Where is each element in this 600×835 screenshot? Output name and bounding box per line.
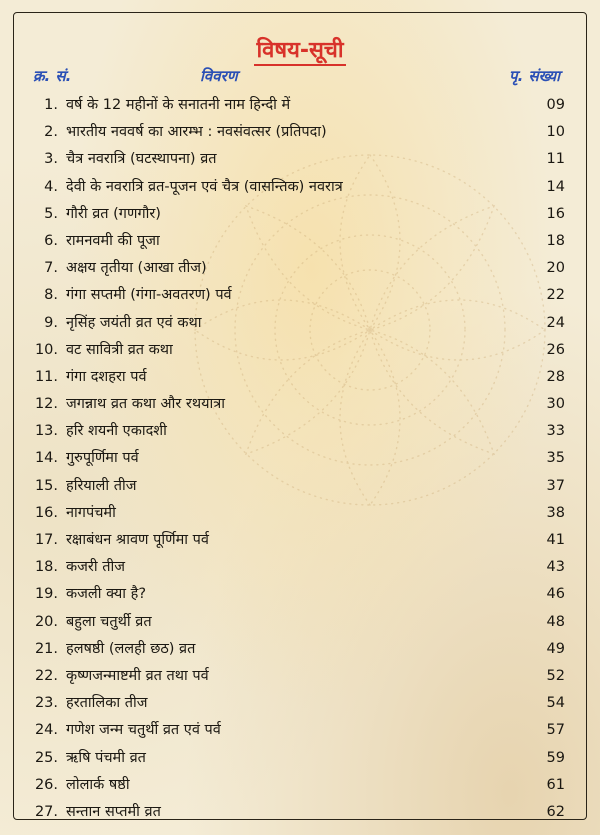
list-item[interactable] [0,636,600,663]
entry-title: चैत्र नवरात्रि (घटस्थापना) व्रत [66,151,217,168]
entry-page: 62 [546,803,565,820]
entry-title: नागपंचमी [66,504,116,521]
entry-number: 24. [34,722,58,739]
entry-number: 3. [44,151,58,168]
entry-title: जगन्नाथ व्रत कथा और रथयात्रा [66,396,226,413]
entry-title: नृसिंह जयंती व्रत एवं कथा [66,314,202,331]
list-item[interactable] [0,527,600,554]
entry-title: वट सावित्री व्रत कथा [66,341,173,358]
entry-number: 12. [34,396,58,413]
entry-page: 38 [546,504,565,521]
list-item[interactable] [0,174,600,201]
list-item[interactable] [0,690,600,717]
entry-page: 30 [546,396,565,413]
entry-number: 27. [34,803,58,820]
entry-number: 10. [34,341,58,358]
entry-number: 25. [34,749,58,766]
entry-page: 37 [546,477,565,494]
entry-page: 09 [546,97,565,113]
entry-number: 4. [44,178,58,195]
list-item[interactable] [0,337,600,364]
entry-number: 16. [34,504,58,521]
entry-number: 6. [44,232,58,249]
entry-number: 15. [34,477,58,494]
entry-page: 46 [546,586,565,603]
entry-title: कृष्णजन्माष्टमी व्रत तथा पर्व [66,667,209,684]
entry-number: 21. [34,640,58,657]
list-item[interactable] [0,581,600,608]
entry-number: 17. [34,532,58,548]
list-item[interactable] [0,663,600,690]
entry-page: 54 [546,695,565,712]
entry-number: 1. [44,97,58,113]
entry-page: 43 [546,559,565,576]
entry-title: कजली क्या है? [66,586,147,603]
entry-number: 18. [34,559,58,576]
header-page-number: पृ. संख्या [509,67,560,85]
entry-title: भारतीय नववर्ष का आरम्भ : नवसंवत्सर (प्रतिपदा) [66,124,327,141]
entry-title: सन्तान सप्तमी व्रत [66,803,161,820]
list-item[interactable] [0,364,600,391]
header-serial-number: क्र. सं. [33,67,72,85]
entry-page: 10 [546,124,565,141]
entry-title: गणेश जन्म चतुर्थी व्रत एवं पर्व [66,722,221,739]
entry-number: 20. [34,613,58,630]
entry-title: रक्षाबंधन श्रावण पूर्णिमा पर्व [66,532,209,548]
entry-title: हरियाली तीज [66,477,137,494]
entry-number: 14. [34,450,58,467]
entry-title: वर्ष के 12 महीनों के सनातनी नाम हिन्दी में [66,97,291,113]
entry-title: हलषष्ठी (ललही छठ) व्रत [66,640,196,657]
entry-page: 49 [546,640,565,657]
entry-number: 11. [34,368,58,385]
entry-page: 61 [546,776,565,793]
entry-title: ऋषि पंचमी व्रत [66,749,146,766]
contents-title [0,34,600,64]
list-item[interactable] [0,391,600,418]
entry-number: 26. [34,776,58,793]
list-item[interactable] [0,418,600,445]
list-item[interactable] [0,554,600,581]
list-item[interactable] [0,228,600,255]
entry-page: 28 [546,368,565,385]
entry-number: 19. [34,586,58,603]
header-description: विवरण [200,67,238,85]
entry-number: 5. [44,205,58,222]
entry-title: लोलार्क षष्ठी [66,776,130,793]
entry-page: 33 [546,423,565,440]
entry-title: हरतालिका तीज [66,695,148,712]
entry-page: 59 [546,749,565,766]
list-item[interactable] [0,772,600,799]
entry-number: 23. [34,695,58,712]
list-item[interactable] [0,473,600,500]
entry-page: 24 [546,314,565,331]
entry-page: 57 [546,722,565,739]
list-item[interactable] [0,799,600,826]
entry-title: गंगा सप्तमी (गंगा-अवतरण) पर्व [66,287,232,304]
list-item[interactable] [0,282,600,309]
entry-title: रामनवमी की पूजा [66,232,160,249]
entry-title: हरि शयनी एकादशी [66,423,167,440]
entry-page: 41 [546,532,565,548]
list-item[interactable] [0,201,600,228]
entry-number: 7. [44,260,58,277]
entry-title: देवी के नवरात्रि व्रत-पूजन एवं चैत्र (वासन्तिक) नवरात्र [66,178,343,195]
entry-number: 8. [44,287,58,304]
list-item[interactable] [0,717,600,744]
entry-page: 11 [546,151,565,168]
contents-list [0,92,600,826]
entry-number: 9. [44,314,58,331]
entry-page: 26 [546,341,565,358]
entry-number: 2. [44,124,58,141]
list-item[interactable] [0,445,600,472]
list-item[interactable] [0,92,600,119]
entry-title: गंगा दशहरा पर्व [66,368,147,385]
entry-number: 22. [34,667,58,684]
entry-title: गुरुपूर्णिमा पर्व [66,450,139,467]
list-item[interactable] [0,146,600,173]
entry-page: 22 [546,287,565,304]
list-item[interactable] [0,310,600,337]
entry-title: गौरी व्रत (गणगौर) [66,205,161,222]
list-item[interactable] [0,500,600,527]
entry-page: 20 [546,260,565,277]
list-item[interactable] [0,745,600,772]
entry-number: 13. [34,423,58,440]
entry-title: बहुला चतुर्थी व्रत [66,613,152,630]
entry-page: 14 [546,178,565,195]
entry-title: कजरी तीज [66,559,125,576]
entry-page: 16 [546,205,565,222]
entry-page: 35 [546,450,565,467]
entry-page: 48 [546,613,565,630]
entry-page: 52 [546,667,565,684]
page-title: विषय-सूची [254,38,345,66]
list-item[interactable] [0,609,600,636]
list-item[interactable] [0,255,600,282]
entry-page: 18 [546,232,565,249]
entry-title: अक्षय तृतीया (आखा तीज) [66,260,207,277]
list-item[interactable] [0,119,600,146]
